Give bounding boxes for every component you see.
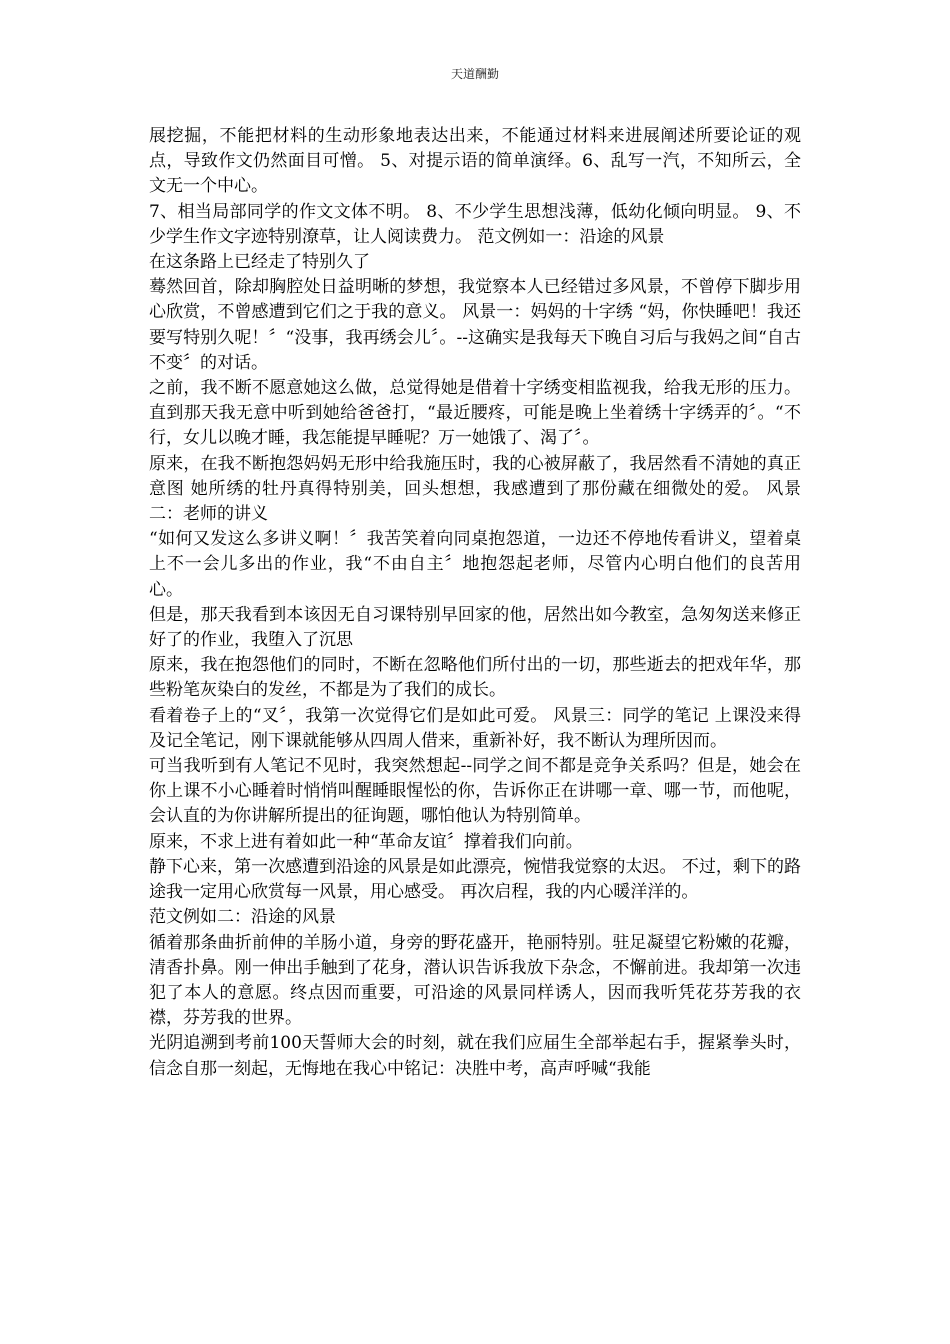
paragraph: 原来，我在抱怨他们的同时，不断在忽略他们所付出的一切，那些逝去的把戏年华，那些粉笔灰染白的发丝，不都是为了我们的成长。 (149, 655, 801, 701)
paragraph: 光阴追溯到考前100天誓师大会的时刻，就在我们应届生全部举起右手，握紧拳头时，信念自那一刻起，无悔地在我心中铭记：决胜中考，高声呼喊“我能 (149, 1033, 801, 1079)
paragraph: 之前，我不断不愿意她这么做，总觉得她是借着十字绣变相监视我，给我无形的压力。直到那天我无意中听到她给爸爸打，“最近腰疼，可能是晚上坐着绣十字绣弄的〞。“不行，女儿以晚才睡，我怎能提早睡呢？万一她饿了、渴了〞。 (149, 378, 801, 449)
paragraph: 静下心来，第一次感遭到沿途的风景是如此漂亮，惋惜我觉察的太迟。 不过，剩下的路途我一定用心欣赏每一风景，用心感受。 再次启程，我的内心暖洋洋的。 (149, 856, 801, 903)
paragraph: 可当我听到有人笔记不见时，我突然想起--同学之间不都是竞争关系吗？但是，她会在你上课不小心睡着时悄悄叫醒睡眼惺忪的你，告诉你正在讲哪一章、哪一节，而他呢，会认直的为你讲解所提出的征询题，哪怕他认为特别简单。 (149, 756, 801, 827)
paragraph: 看着卷子上的“叉〞，我第一次觉得它们是如此可爱。 风景三：同学的笔记 上课没来得及记全笔记，刚下课就能够从四周人借来，重新补好，我不断认为理所因而。 (149, 705, 801, 751)
paragraph: 7、相当局部同学的作文文体不明。 8、不少学生思想浅薄，低幼化倾向明显。 9、不少学生作文字迹特别潦草，让人阅读费力。 范文例如一：沿途的风景 (149, 201, 801, 247)
paragraph: 范文例如二：沿途的风景 (149, 907, 336, 928)
paragraph: “如何又发这么多讲义啊！〞我苦笑着向同桌抱怨道，一边还不停地传看讲义，望着桌上不一会儿多出的作业，我“不由自主〞地抱怨起老师，尽管内心明白他们的良苦用心。 (149, 529, 801, 600)
page-header: 天道酬勤 (450, 67, 499, 81)
paragraph: 原来，在我不断抱怨妈妈无形中给我施压时，我的心被屏蔽了，我居然看不清她的真正意图 她所绣的牡丹真得特别美，回头想想，我感遭到了那份藏在细微处的爱。 风景二：老师的讲义 (149, 453, 801, 525)
paragraph: 展挖掘，不能把材料的生动形象地表达出来，不能通过材料来进展阐述所要论证的观点，导致作文仍然面目可憎。 5、对提示语的简单演绎。6、乱写一汽，不知所云，全文无一个中心。 (149, 126, 801, 197)
paragraph: 原来，不求上进有着如此一种“革命友谊〞撑着我们向前。 (149, 831, 583, 852)
paragraph: 但是，那天我看到本该因无自习课特别早回家的他，居然出如今教室，急匆匆送来修正好了的作业，我堕入了沉思 (149, 604, 801, 651)
paragraph: 循着那条曲折前伸的羊肠小道，身旁的野花盛开，艳丽特别。驻足凝望它粉嫩的花瓣，清香扑鼻。刚一伸出手触到了花身，潜认识告诉我放下杂念，不懈前进。我却第一次违犯了本人的意愿。终点因而重要，可沿途的风景同样诱人，因而我听凭花芬芳我的衣襟，芬芳我的世界。 (149, 932, 801, 1029)
document-body (149, 124, 801, 1082)
paragraph: 在这条路上已经走了特别久了 (149, 252, 370, 273)
paragraph: 蓦然回首，除却胸腔处日益明晰的梦想，我觉察本人已经错过多风景，不曾停下脚步用心欣赏，不曾感遭到它们之于我的意义。 风景一：妈妈的十字绣 “妈，你快睡吧！我还要写特别久呢！〞“没事，我再绣会儿〞。--这确实是我每天下晚自习后与我妈之间“自古不变〞的对话。 (149, 277, 801, 373)
